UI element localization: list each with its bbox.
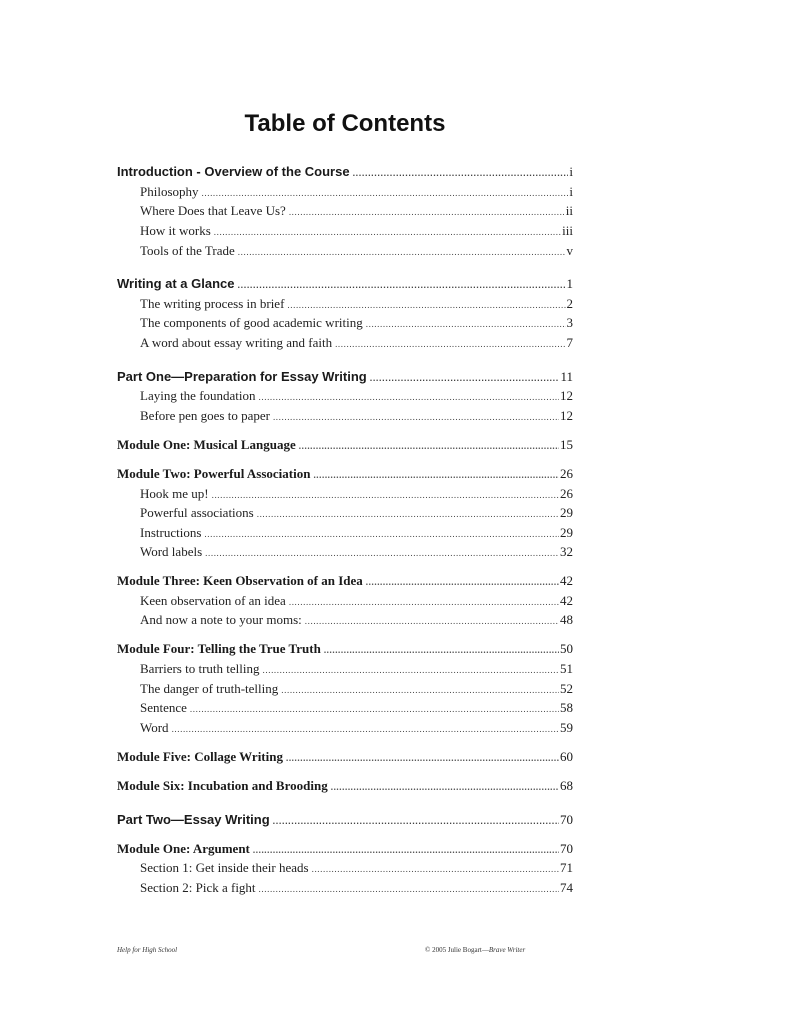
toc-page-number: 7 [566, 335, 573, 350]
toc-entry-label: The writing process in brief [140, 296, 285, 311]
toc-page-number: 70 [560, 841, 573, 856]
toc-entry-label: Before pen goes to paper [140, 408, 270, 423]
dot-leader [335, 340, 565, 349]
toc-section-entry [117, 277, 573, 290]
footer-left: Help for High School [117, 946, 178, 954]
toc-section-entry [117, 467, 573, 480]
toc-page-number: 58 [560, 700, 573, 715]
toc-subentry [140, 594, 573, 607]
dot-leader [259, 393, 559, 402]
dot-leader [202, 189, 569, 198]
toc-entry-label: Where Does that Leave Us? [140, 203, 286, 218]
toc-subentry [140, 224, 573, 237]
toc-entry-label: Philosophy [140, 184, 199, 199]
toc-page-number: 48 [560, 612, 573, 627]
dot-leader [204, 530, 559, 539]
dot-leader [205, 549, 559, 558]
footer-right [425, 946, 525, 954]
table-of-contents [117, 0, 573, 1033]
toc-page-number: 42 [560, 573, 573, 588]
dot-leader [305, 617, 559, 626]
dot-leader [172, 725, 559, 734]
dot-leader [253, 846, 559, 855]
toc-subentry [140, 721, 573, 734]
toc-page-number: 12 [560, 408, 573, 423]
dot-leader [313, 471, 559, 480]
toc-entry-label: Section 1: Get inside their heads [140, 860, 309, 875]
toc-entry-label: Laying the foundation [140, 388, 256, 403]
toc-page-number: 74 [560, 880, 573, 895]
toc-section-entry [117, 370, 573, 383]
toc-entry-label: A word about essay writing and faith [140, 335, 333, 350]
toc-subentry [140, 545, 573, 558]
dot-leader [366, 320, 566, 329]
toc-page-number: 51 [560, 661, 573, 676]
page-title: Table of Contents [244, 110, 446, 137]
toc-page-number: 26 [560, 466, 573, 481]
toc-subentry [140, 613, 573, 626]
toc-page-number: 59 [560, 720, 573, 735]
toc-entry-label: Module Two: Powerful Association [117, 466, 311, 481]
dot-leader [312, 865, 559, 874]
toc-subentry [140, 701, 573, 714]
dot-leader [212, 491, 559, 500]
dot-leader [273, 817, 559, 826]
toc-subentry [140, 662, 573, 675]
toc-page-number: 15 [560, 437, 573, 452]
toc-entry-label: Module One: Argument [117, 841, 250, 856]
toc-page-number: 2 [566, 296, 573, 311]
dot-leader [366, 578, 559, 587]
toc-entry-label: Barriers to truth telling [140, 661, 260, 676]
toc-entry-label: How it works [140, 223, 211, 238]
toc-page-number: 50 [560, 641, 573, 656]
toc-page-number: 71 [560, 860, 573, 875]
toc-page-number: 42 [560, 593, 573, 608]
dot-leader [299, 442, 559, 451]
toc-entry-label: Module One: Musical Language [117, 437, 296, 452]
toc-page-number: 32 [560, 544, 573, 559]
toc-page-number: 52 [560, 681, 573, 696]
toc-section-entry [117, 813, 573, 826]
toc-subentry [140, 336, 573, 349]
dot-leader [190, 705, 559, 714]
toc-page-number: 3 [566, 315, 573, 330]
toc-page-number: 68 [560, 778, 573, 793]
toc-entry-label: And now a note to your moms: [140, 612, 302, 627]
toc-entry-label: Word labels [140, 544, 203, 559]
toc-page-number: 29 [560, 525, 573, 540]
dot-leader [273, 413, 559, 422]
toc-subentry [140, 244, 573, 257]
toc-entry-label: Instructions [140, 525, 202, 540]
toc-page-number: 60 [560, 749, 573, 764]
toc-subentry [140, 487, 573, 500]
toc-entry-label: Hook me up! [140, 486, 209, 501]
toc-entry-label: Section 2: Pick a fight [140, 880, 256, 895]
toc-entry-label: Keen observation of an idea [140, 593, 286, 608]
toc-section-entry [117, 779, 573, 792]
toc-subentry [140, 881, 573, 894]
dot-leader [263, 666, 559, 675]
toc-page-number: 1 [566, 276, 573, 291]
toc-subentry [140, 389, 573, 402]
dot-leader [238, 248, 566, 257]
dot-leader [257, 510, 559, 519]
toc-entry-label: Module Four: Telling the True Truth [117, 641, 321, 656]
footer-copyright: © 2005 Julie Bogart— [425, 946, 489, 954]
toc-section-entry [117, 574, 573, 587]
toc-page-number: 12 [560, 388, 573, 403]
dot-leader [287, 301, 565, 310]
toc-page-number: 70 [560, 812, 573, 827]
toc-entry-label: Introduction - Overview of the Course [117, 164, 350, 179]
toc-section-entry [117, 842, 573, 855]
footer-brand: Brave Writer [488, 946, 526, 954]
dot-leader [353, 169, 569, 178]
toc-subentry [140, 316, 573, 329]
dot-leader [331, 783, 559, 792]
dot-leader [286, 754, 559, 763]
toc-subentry [140, 204, 573, 217]
toc-entry-label: Part Two—Essay Writing [117, 812, 270, 827]
toc-page-number: i [569, 184, 573, 199]
dot-leader [259, 885, 559, 894]
toc-subentry [140, 297, 573, 310]
toc-entry-label: The components of good academic writing [140, 315, 363, 330]
toc-subentry [140, 682, 573, 695]
toc-section-entry [117, 642, 573, 655]
toc-section-entry [117, 438, 573, 451]
toc-subentry [140, 185, 573, 198]
toc-entry-label: Part One—Preparation for Essay Writing [117, 369, 367, 384]
dot-leader [289, 598, 559, 607]
toc-page-number: 26 [560, 486, 573, 501]
toc-page-number: ii [565, 203, 573, 218]
dot-leader [370, 374, 560, 383]
toc-entry-label: Writing at a Glance [117, 276, 235, 291]
toc-subentry [140, 526, 573, 539]
dot-leader [238, 281, 566, 290]
dot-leader [214, 228, 561, 237]
toc-entry-label: Module Three: Keen Observation of an Idea [117, 573, 363, 588]
toc-page-number: i [569, 164, 573, 179]
toc-page-number: 11 [560, 369, 573, 384]
toc-entry-label: Module Five: Collage Writing [117, 749, 283, 764]
toc-page-number: 29 [560, 505, 573, 520]
toc-subentry [140, 409, 573, 422]
dot-leader [324, 646, 559, 655]
dot-leader [281, 686, 559, 695]
toc-page-number: v [566, 243, 573, 258]
toc-entry-label: Tools of the Trade [140, 243, 235, 258]
toc-section-entry [117, 165, 573, 178]
toc-entry-label: Module Six: Incubation and Brooding [117, 778, 328, 793]
dot-leader [289, 208, 565, 217]
toc-entry-label: Powerful associations [140, 505, 254, 520]
toc-page-number: iii [562, 223, 573, 238]
toc-entry-label: Word [140, 720, 169, 735]
toc-subentry [140, 861, 573, 874]
toc-subentry [140, 506, 573, 519]
toc-entry-label: The danger of truth-telling [140, 681, 279, 696]
toc-section-entry [117, 750, 573, 763]
toc-entry-label: Sentence [140, 700, 187, 715]
